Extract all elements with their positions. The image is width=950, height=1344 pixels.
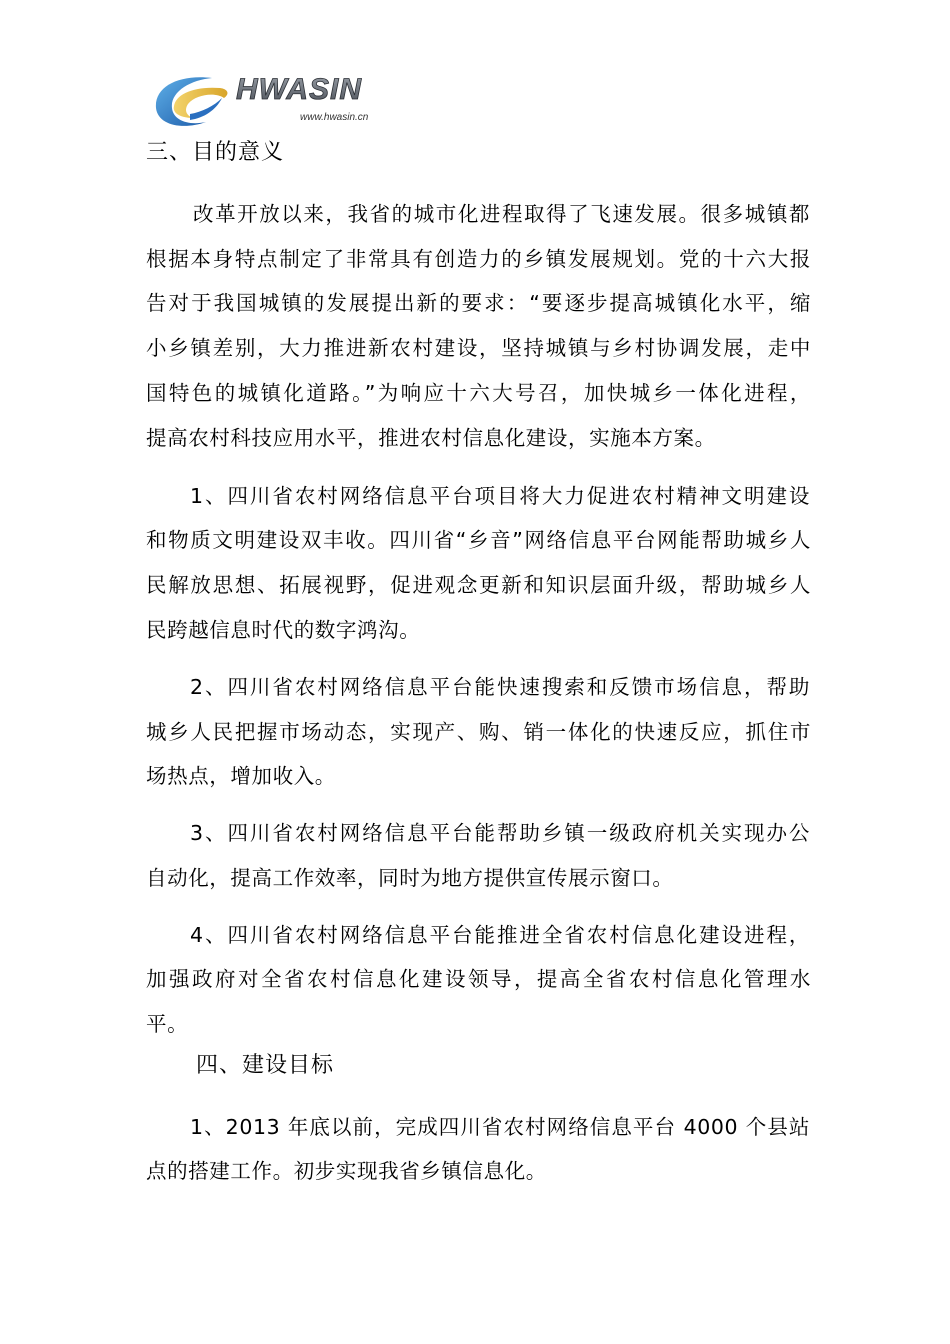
paragraph-line: 根据本身特点制定了非常具有创造力的乡镇发展规划。党的十六大报: [146, 247, 811, 271]
logo-wordmark-text: HWASIN: [236, 73, 362, 106]
paragraph-line: 提高农村科技应用水平，推进农村信息化建设，实施本方案。: [146, 426, 716, 450]
logo-url-text: www.hwasin.cn: [300, 112, 369, 123]
paragraph-line: 改革开放以来，我省的城市化进程取得了飞速发展。很多城镇都: [193, 202, 810, 226]
section-heading-goals: 四、建设目标: [196, 1053, 335, 1078]
paragraph-line: 民跨越信息时代的数字鸿沟。: [146, 618, 421, 642]
paragraph-line: 4、四川省农村网络信息平台能推进全省农村信息化建设进程，: [190, 923, 810, 947]
paragraph-line: 告对于我国城镇的发展提出新的要求：“要逐步提高城镇化水平，缩: [146, 291, 811, 315]
paragraph-line: 国特色的城镇化道路。”为响应十六大号召，加快城乡一体化进程，: [146, 381, 811, 405]
paragraph-line: 1、四川省农村网络信息平台项目将大力促进农村精神文明建设: [190, 484, 810, 508]
paragraph-line: 小乡镇差别，大力推进新农村建设，坚持城镇与乡村协调发展，走中: [146, 336, 811, 360]
paragraph-line: 城乡人民把握市场动态，实现产、购、销一体化的快速反应，抓住市: [146, 720, 811, 744]
paragraph-line: 和物质文明建设双丰收。四川省“乡音”网络信息平台网能帮助城乡人: [146, 528, 811, 552]
logo-wordmark: [236, 73, 362, 106]
paragraph-line: 自动化，提高工作效率，同时为地方提供宣传展示窗口。: [146, 866, 674, 890]
paragraph-line: 加强政府对全省农村信息化建设领导，提高全省农村信息化管理水: [146, 967, 811, 991]
paragraph-line: 1、2013 年底以前，完成四川省农村网络信息平台 4000 个县站: [190, 1115, 810, 1139]
paragraph-line: 平。: [146, 1012, 189, 1036]
section-heading-purpose: 三、目的意义: [146, 140, 285, 165]
paragraph-line: 场热点，增加收入。: [146, 764, 336, 788]
paragraph-line: 点的搭建工作。初步实现我省乡镇信息化。: [146, 1159, 547, 1183]
paragraph-line: 3、四川省农村网络信息平台能帮助乡镇一级政府机关实现办公: [190, 821, 810, 845]
hwasin-logo: [150, 68, 420, 130]
paragraph-line: 2、四川省农村网络信息平台能快速搜索和反馈市场信息，帮助: [190, 675, 810, 699]
paragraph-line: 民解放思想、拓展视野，促进观念更新和知识层面升级，帮助城乡人: [146, 573, 811, 597]
